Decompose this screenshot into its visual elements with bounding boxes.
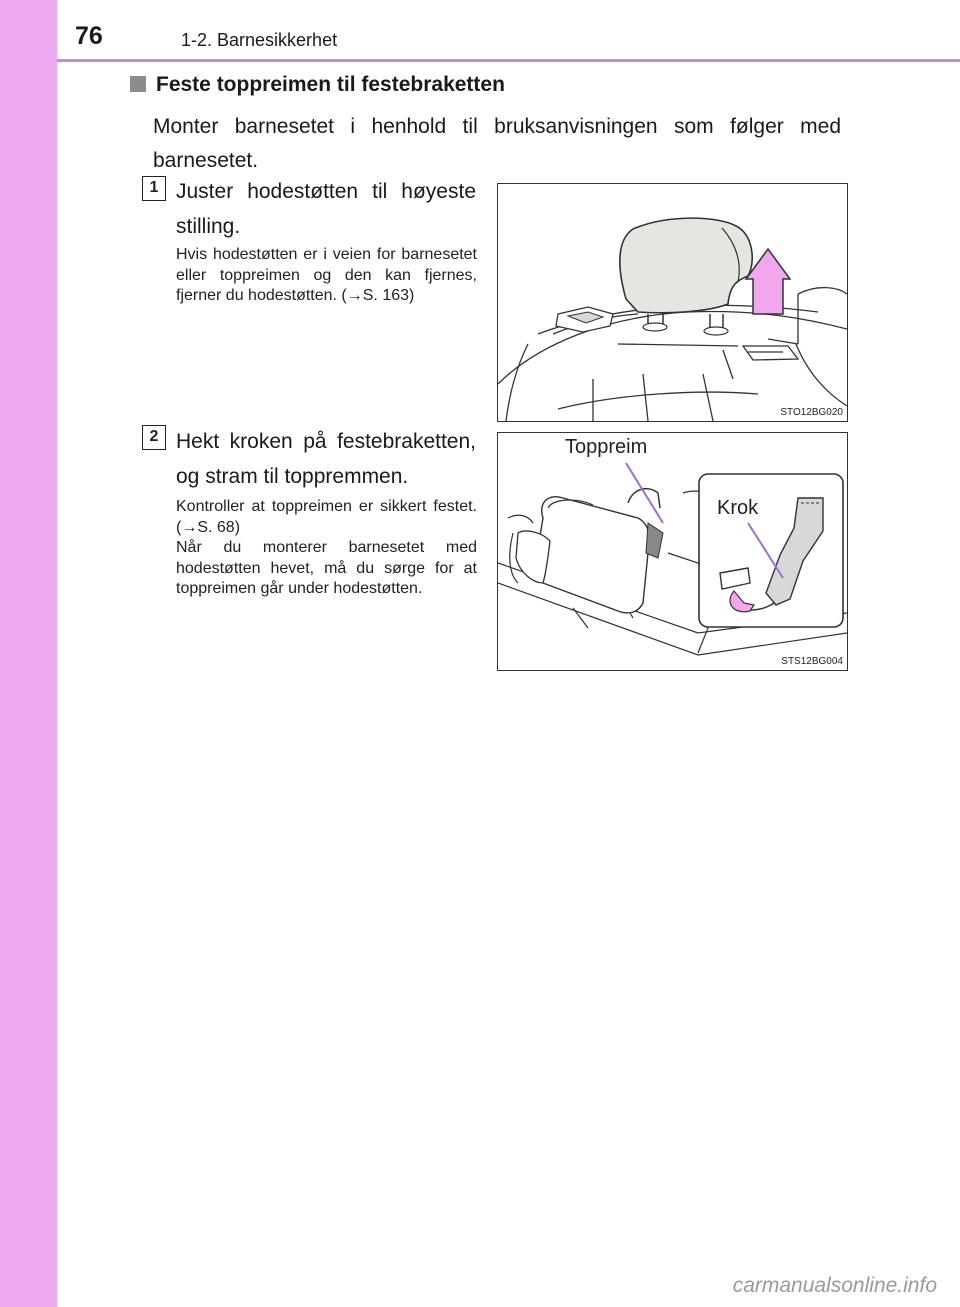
step-1-title: Juster hodestøtten til høyeste stilling. [176,180,476,238]
figure-headrest-raise [497,183,848,422]
step-1-badge: 1 [142,176,166,201]
step-2-badge: 2 [142,425,166,450]
hook-illustration [498,433,847,670]
side-color-strip [0,0,57,1307]
header-rule [57,59,960,62]
headrest-illustration [498,184,847,421]
figure-code: STS12BG004 [781,656,843,667]
step-1-note: Hvis hodestøtten er i veien for barnesetet eller toppreimen og den kan fjernes, fjerner du hodestøtten. (→S. 163) [176,246,477,304]
label-hook: Krok [717,497,759,519]
footer-watermark: carmanualsonline.info [732,1274,937,1297]
square-bullet-icon [130,76,146,92]
figure-hook-attach [497,432,848,671]
section-title: 1-2. Barnesikkerhet [181,30,338,50]
subsection-heading [130,73,505,97]
step-2-note-1: Kontroller at toppreimen er sikkert festet. (→S. 68) [176,498,477,536]
page-number: 76 [75,22,103,50]
heading-text: Feste toppreimen til festebraketten [156,73,505,96]
step-2-title: Hekt kroken på festebraketten, og stram til toppremmen. [176,430,476,488]
step-2-note-2: Når du monterer barnesetet med hodestøtten hevet, må du sørge for at toppreimen går under hodestøtten. [176,539,477,597]
figure-code: STO12BG020 [780,407,843,418]
label-top-strap: Toppreim [565,436,648,458]
intro-paragraph: Monter barnesetet i henhold til bruksanvisningen som følger med barnesetet. [153,115,841,172]
